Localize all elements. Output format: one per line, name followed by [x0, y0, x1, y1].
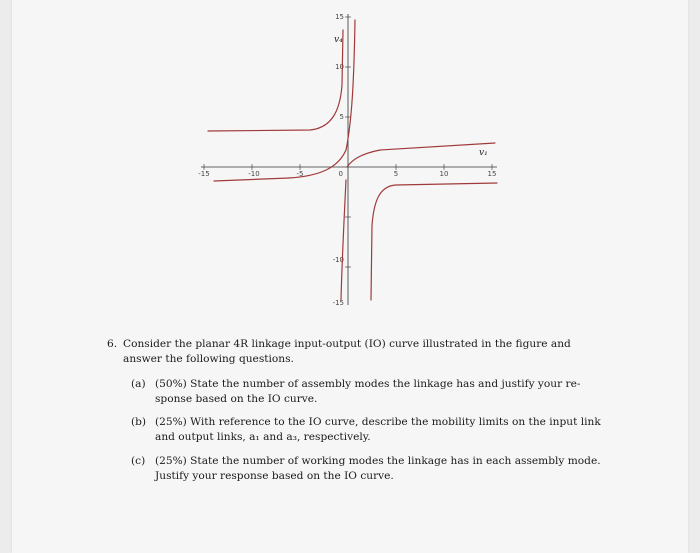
y-tick-label: -10: [332, 256, 344, 264]
part-label: (b): [131, 416, 147, 428]
y-tick-label: 15: [335, 13, 344, 21]
io-curve: [208, 20, 497, 300]
curve-branch-center: [289, 20, 495, 300]
x-tick-label: -15: [198, 170, 210, 178]
question-text: Consider the planar 4R linkage input-output (IO) curve illustrated in the figure and answer the following questions.: [123, 338, 571, 365]
curve-branch-upper-left: [208, 30, 343, 131]
y-axis-variable: v₄: [334, 35, 343, 45]
x-tick-label: 15: [487, 170, 497, 178]
part-label: (a): [131, 378, 146, 390]
curve-branch-lower-right: [371, 183, 497, 300]
y-tick-label: 5: [339, 113, 344, 121]
y-tick-label: 10: [335, 63, 344, 71]
part-text: (50%) State the number of assembly modes the linkage has and justify your re-sponse based on the IO curve.: [155, 378, 581, 405]
x-tick-label: -5: [296, 170, 304, 178]
curve-branch-lower-left: [214, 178, 289, 181]
x-tick-label: -10: [248, 170, 260, 178]
part-label: (c): [131, 455, 146, 467]
y-tick-label: -15: [332, 299, 344, 307]
part-text: (25%) With reference to the IO curve, describe the mobility limits on the input link and output links, a₁ and a₃, respectively.: [155, 416, 601, 443]
x-tick-label: 5: [393, 170, 399, 178]
x-tick-label: 10: [439, 170, 449, 178]
x-axis-variable: v₁: [479, 148, 488, 158]
question-number: 6.: [107, 338, 118, 350]
part-text: (25%) State the number of working modes the linkage has in each assembly mode. Justify your response based on the IO curve.: [155, 455, 601, 482]
origin-label: 0: [338, 170, 343, 178]
